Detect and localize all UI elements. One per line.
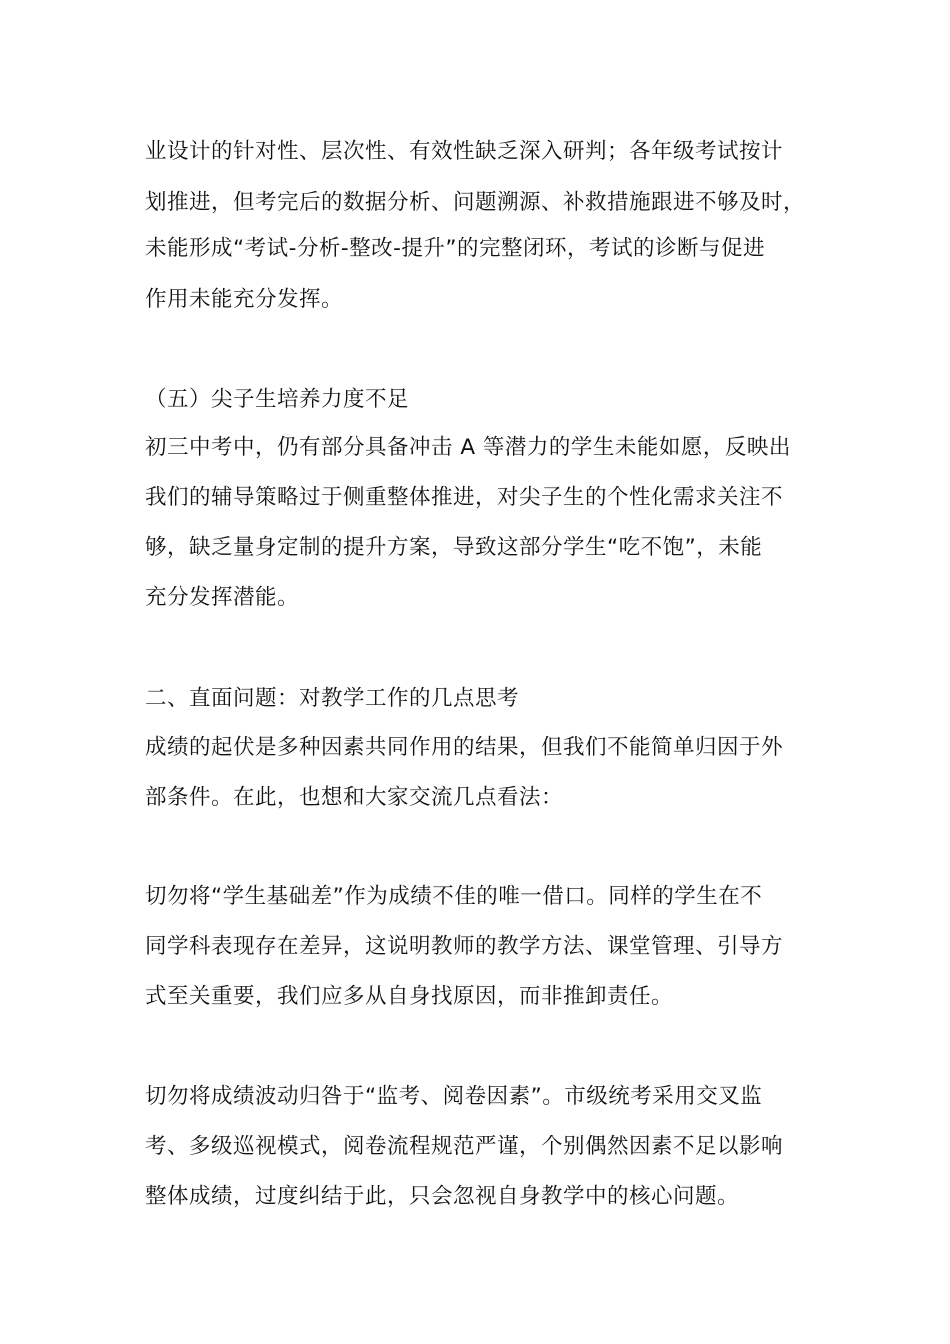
section-heading: 二、直面问题：对教学工作的几点思考	[145, 686, 520, 711]
text-line: 够，缺乏量身定制的提升方案，导致这部分学生“吃不饱”，未能	[145, 535, 763, 560]
text-line: 式至关重要，我们应多从自身找原因，而非推卸责任。	[145, 984, 674, 1009]
text-line: 整体成绩，过度纠结于此，只会忽视自身教学中的核心问题。	[145, 1184, 740, 1209]
text-line: 同学科表现存在差异，这说明教师的教学方法、课堂管理、引导方	[145, 934, 784, 959]
text-line: 业设计的针对性、层次性、有效性缺乏深入研判；各年级考试按计	[145, 139, 784, 164]
text-line: 考、多级巡视模式，阅卷流程规范严谨，个别偶然因素不足以影响	[145, 1134, 784, 1159]
text-line: 切勿将“学生基础差”作为成绩不佳的唯一借口。同样的学生在不	[145, 884, 763, 909]
text-line: 作用未能充分发挥。	[145, 287, 344, 312]
text-line: 部条件。在此，也想和大家交流几点看法：	[145, 785, 564, 810]
text-line: 切勿将成绩波动归咎于“监考、阅卷因素”。市级统考采用交叉监	[145, 1084, 763, 1109]
text-line: 充分发挥潜能。	[145, 585, 300, 610]
text-line: 未能形成“考试-分析-整改-提升”的完整闭环，考试的诊断与促进	[145, 236, 766, 261]
text-line: 我们的辅导策略过于侧重整体推进，对尖子生的个性化需求关注不	[145, 485, 784, 510]
text-line: 划推进，但考完后的数据分析、问题溯源、补救措施跟进不够及时，	[145, 190, 806, 215]
text-line: 初三中考中，仍有部分具备冲击 A 等潜力的学生未能如愿，反映出	[145, 435, 791, 460]
text-line: 成绩的起伏是多种因素共同作用的结果，但我们不能简单归因于外	[145, 735, 784, 760]
section-heading: （五）尖子生培养力度不足	[145, 387, 410, 412]
